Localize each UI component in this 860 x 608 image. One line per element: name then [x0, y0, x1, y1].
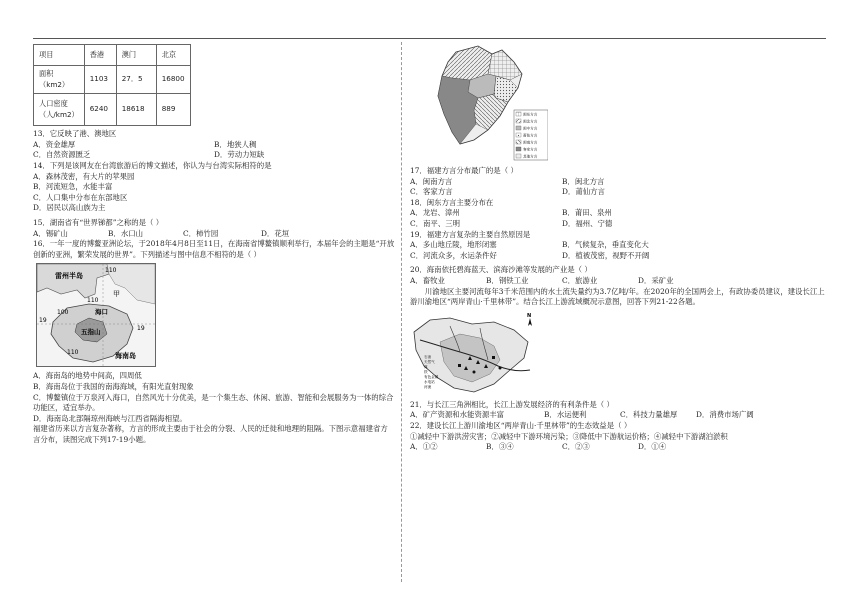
q13-option-b[interactable]: B．地狭人稠: [214, 139, 257, 149]
q13-option-d[interactable]: D．劳动力短缺: [214, 150, 265, 160]
fujian-dialect-map: [430, 44, 548, 162]
q13-stem: 13．它反映了港、澳地区: [33, 129, 117, 139]
q16-stem: 16．一年一度的博鳌亚洲论坛，于2018年4月8日至11日，在海南省博鳌镇顺利举行，本届年会的主题是“开放创新的亚洲，繁荣发展的世界”。下列描述与图中信息不相符的是（ ）: [33, 239, 395, 259]
q21-option-d[interactable]: D．消费市场广阔: [696, 410, 754, 420]
q17-options: [410, 187, 828, 198]
table-cell: 澳门: [116, 45, 156, 66]
q18-option-b[interactable]: B．莆田、泉州: [562, 208, 612, 218]
table-cell: 人口密度（人/km2）: [34, 94, 85, 126]
legend-label: 莆仙方言: [523, 133, 538, 138]
north-arrow-icon: [527, 313, 532, 326]
yangtze-intro: 川渝地区主要河流每年3千米范围内的水土流失量约为3.7亿吨/年。在2020年的全国两会上，有政协委员建议，建设长江上游川渝地区“两岸青山·千里林带”。结合长江上游流域概况示意图，回答下列21-22各题。: [410, 286, 825, 307]
q17-option-c[interactable]: C．客家方言: [410, 187, 453, 197]
q17-option-b[interactable]: B．闽北方言: [562, 176, 605, 186]
q13-option-c[interactable]: C．自然资源匮乏: [33, 150, 91, 160]
legend-label: 水电站: [424, 379, 435, 384]
legend-label: 闽南方言: [523, 140, 538, 145]
left-column: [33, 44, 395, 445]
map-label: 甲: [113, 290, 120, 299]
q17-stem: 17．福建方言分布最广的是（ ）: [410, 166, 518, 175]
table-cell: 项目: [34, 45, 85, 66]
map-label: 110: [67, 349, 79, 357]
legend-label: 有色金属: [424, 374, 439, 379]
table-cell: 1103: [84, 66, 116, 94]
q15-option-d[interactable]: D．花垣: [261, 228, 290, 238]
table-row: [34, 94, 191, 126]
fujian-map-svg: [430, 44, 548, 162]
map-label: 19: [39, 317, 47, 325]
table-cell: 6240: [84, 94, 116, 126]
legend-label: 闽中方言: [523, 126, 538, 131]
fujian-intro: 福建省历来以方言复杂著称，方言的形成主要由于社会的分裂、人民的迁徙和地理的阻隔。下图示意福建省方言分布，读图完成下列17-19小题。: [33, 424, 388, 444]
q22-option-b[interactable]: B．③④: [486, 442, 514, 452]
legend-label: 闽东方言: [523, 112, 538, 117]
q16-option-c[interactable]: C．博鳌镇位于万泉河入海口，自然风光十分优美，是一个集生态、休闲、旅游、智能和会展服务为一体的综合功能区，适宜举办。: [33, 392, 394, 413]
q14-stem: 14．下列是该网友在台湾旅游后的博文描述，你认为与台湾实际相符的是: [33, 160, 272, 170]
table-cell: 16800: [156, 66, 190, 94]
q22-option-a[interactable]: A．①②: [410, 442, 438, 452]
table-cell: 18618: [116, 94, 156, 126]
q17-options: [410, 177, 828, 188]
legend-label: 石油: [424, 354, 432, 359]
legend-label: 天然气: [424, 359, 435, 364]
legend-label: 其他方言: [523, 154, 538, 159]
q20-option-d[interactable]: D．采矿业: [638, 275, 674, 285]
q14-option-b[interactable]: B．河流短急，水能丰富: [33, 182, 113, 192]
table-header-row: [34, 45, 191, 66]
q19-option-d[interactable]: D．植被茂密，视野不开阔: [562, 250, 650, 260]
table-cell: 面积（km2）: [34, 66, 85, 94]
q20-option-c[interactable]: C．旅游业: [562, 275, 598, 285]
q20-options: [410, 276, 828, 287]
q18-options: [410, 208, 828, 219]
q22-option-d[interactable]: D．①④: [638, 442, 667, 452]
q15-option-a[interactable]: A．锡矿山: [33, 228, 68, 238]
map-label: 海口: [95, 308, 108, 317]
q20-stem: 20．海南依托碧海蓝天、滨海沙滩等发展的产业是（ ）: [410, 265, 592, 275]
q19-stem: 19．福建方言复杂的主要自然原因是: [410, 229, 531, 239]
legend-label: 客家方言: [523, 147, 538, 152]
q16-option-d[interactable]: D．海南岛北部隔琼州海峡与江西省隔海相望。: [33, 413, 187, 423]
q18-option-d[interactable]: D．福州、宁德: [562, 218, 613, 228]
hainan-map: [36, 263, 156, 367]
map-label: 110: [105, 267, 117, 275]
table-cell: 889: [156, 94, 190, 126]
q21-option-a[interactable]: A．矿产资源和水能资源丰富: [410, 410, 505, 420]
map-label: 110: [87, 297, 99, 305]
q18-option-a[interactable]: A．龙岩、漳州: [410, 208, 460, 218]
right-column: [410, 44, 828, 453]
hainan-map-svg: [37, 264, 155, 366]
legend-label: 河流: [424, 384, 432, 389]
q21-option-b[interactable]: B．水运便利: [544, 410, 587, 420]
q19-option-b[interactable]: B．气候复杂，垂直变化大: [562, 240, 649, 250]
q13-options: [33, 150, 395, 161]
q15-stem: 15．湖南省有“世界锑都”之称的是（ ）: [33, 217, 164, 227]
q21-options: [410, 410, 828, 421]
table-cell: 香港: [84, 45, 116, 66]
column-divider: [401, 42, 402, 582]
q16-option-b[interactable]: B．海南岛位于我国的南海海域，有阳光直射现象: [33, 381, 194, 391]
q14-option-d[interactable]: D．居民以高山族为主: [33, 203, 106, 213]
q22-stem: 22．建设长江上游川渝地区“两岸青山·千里林带”的生态效益是（ ）: [410, 420, 632, 430]
q21-option-c[interactable]: C．科技力量雄厚: [620, 410, 678, 420]
q17-option-a[interactable]: A．闽南方言: [410, 176, 453, 186]
q20-option-b[interactable]: B．钢铁工业: [486, 275, 529, 285]
legend-label: 闽北方言: [523, 119, 538, 124]
q14-option-c[interactable]: C．人口集中分布在东部地区: [33, 192, 128, 202]
q15-option-c[interactable]: C．柿竹园: [183, 228, 219, 238]
q13-option-a[interactable]: A．资金雄厚: [33, 139, 76, 149]
map-label: 100: [57, 309, 69, 317]
hk-macau-beijing-table: [33, 44, 191, 126]
map-label: 19: [137, 325, 145, 333]
north-label: N: [527, 312, 532, 319]
q16-option-a[interactable]: A．海南岛的地势中间高，四周低: [33, 371, 142, 381]
q15-option-b[interactable]: B．水口山: [108, 228, 143, 238]
q19-options: [410, 240, 828, 251]
q21-stem: 21．与长江三角洲相比，长江上游发展经济的有利条件是（ ）: [410, 399, 614, 409]
legend-label: 铁: [424, 369, 428, 374]
map-label: 雷州半岛: [55, 272, 83, 281]
q22-option-c[interactable]: C．②③: [562, 442, 590, 452]
q17-option-d[interactable]: D．莆仙方言: [562, 187, 605, 197]
q18-options: [410, 219, 828, 230]
fujian-legend: [514, 110, 548, 160]
minbei-region: [442, 46, 492, 80]
q22-statements: ①减轻中下游洪涝灾害；②减轻中下游环境污染；③降低中下游航运价格；④减轻中下游湖泊淤积: [410, 431, 728, 441]
q15-options: [33, 229, 395, 240]
yangtze-basin-map: [410, 312, 538, 396]
q14-option-a[interactable]: A．森林茂密，有大片的苹果园: [33, 171, 135, 181]
yangtze-map-svg: [410, 312, 538, 396]
header-rule: [33, 38, 826, 39]
q19-option-a[interactable]: A．多山地丘陵，地形闭塞: [410, 240, 497, 250]
q19-option-c[interactable]: C．河流众多，水运条件好: [410, 250, 497, 260]
q13-options: [33, 140, 395, 151]
q20-option-a[interactable]: A．畜牧业: [410, 275, 445, 285]
q18-stem: 18．闽东方言主要分布在: [410, 197, 494, 207]
legend-label: 煤: [424, 364, 428, 369]
table-cell: 北京: [156, 45, 190, 66]
q18-option-c[interactable]: C．南平、三明: [410, 218, 460, 228]
q19-options: [410, 251, 828, 262]
table-row: [34, 66, 191, 94]
table-cell: 27．5: [116, 66, 156, 94]
map-label: 五指山: [81, 328, 101, 337]
map-label: 海南岛: [115, 352, 136, 361]
q22-options: [410, 442, 828, 453]
